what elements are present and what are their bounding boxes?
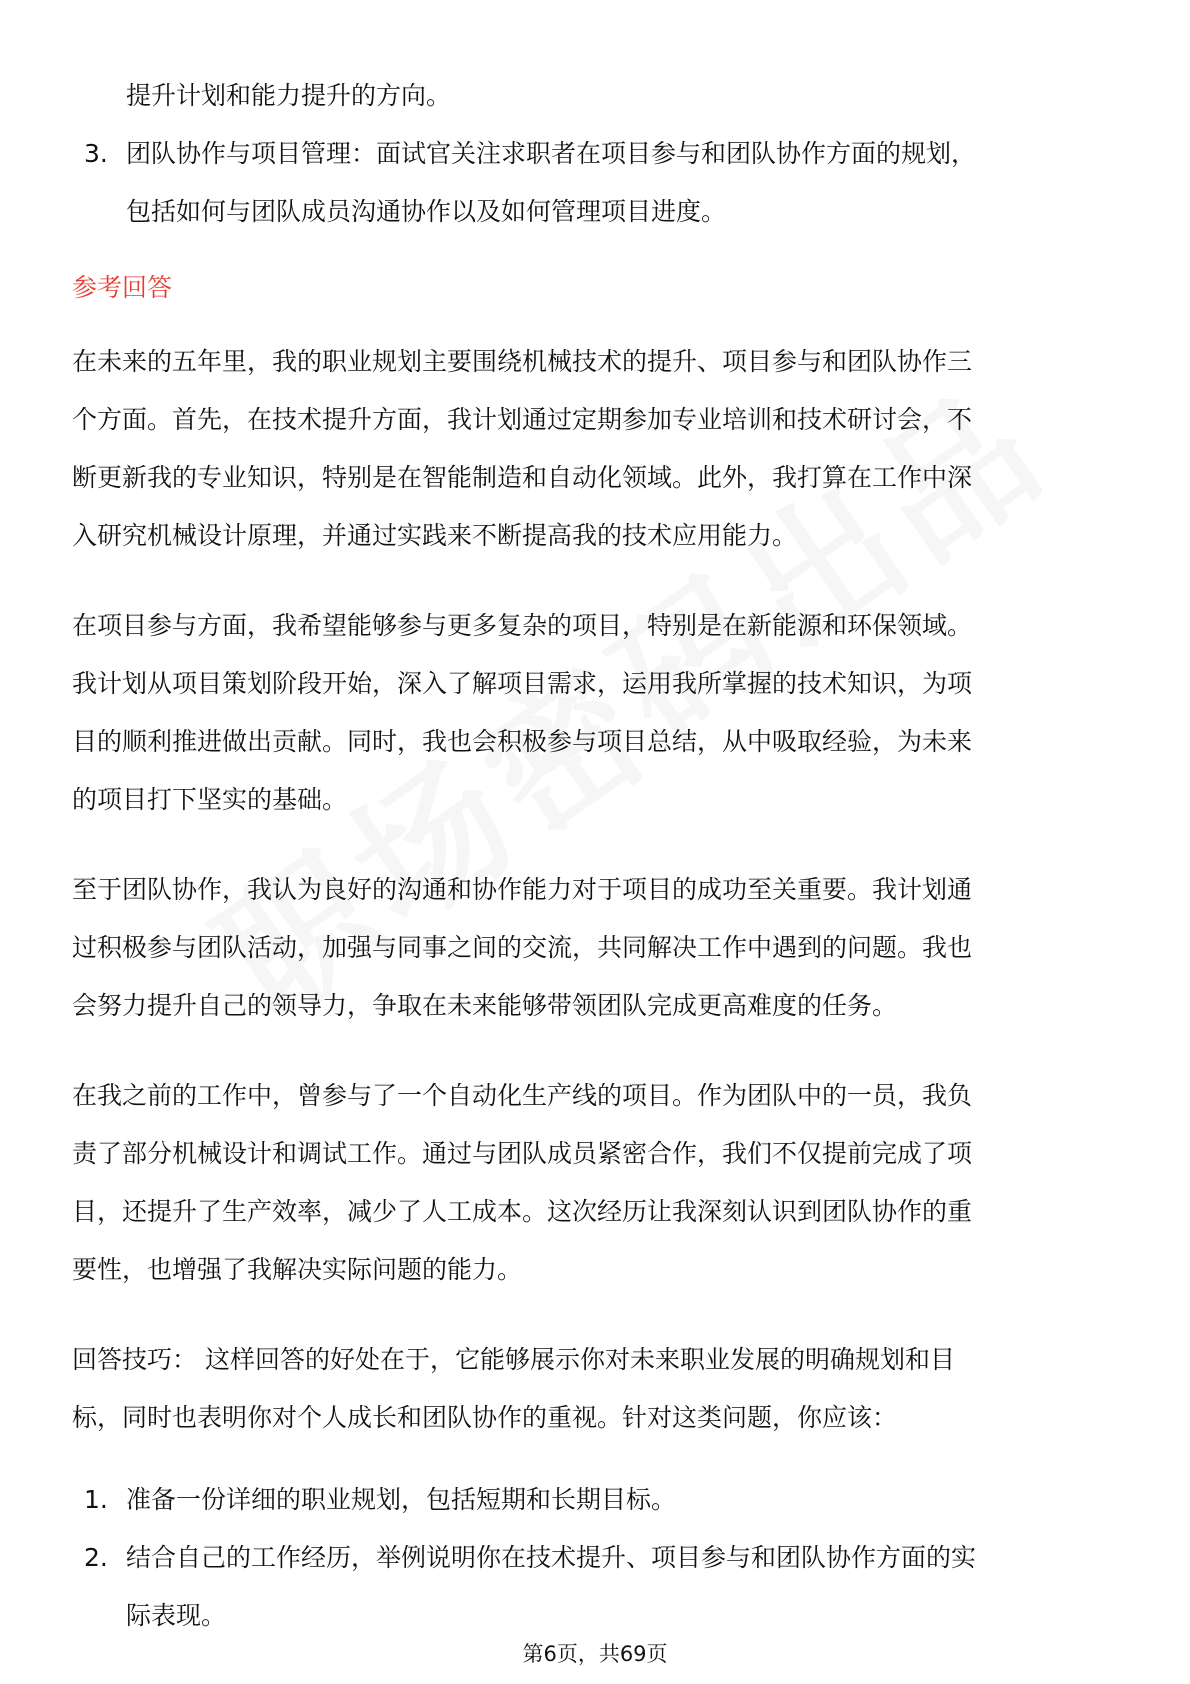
paragraph-line: 在未来的五年里，我的职业规划主要围绕机械技术的提升、项目参与和团队协作三	[72, 347, 973, 376]
paragraph-line: 会努力提升自己的领导力，争取在未来能够带领团队完成更高难度的任务。	[72, 991, 898, 1020]
paragraph-line: 入研究机械设计原理，并通过实践来不断提高我的技术应用能力。	[72, 521, 798, 550]
list-item-line: 际表现。	[126, 1601, 227, 1630]
paragraph-line: 个方面。首先，在技术提升方面，我计划通过定期参加专业培训和技术研讨会，不	[72, 405, 973, 434]
paragraph-line: 我计划从项目策划阶段开始，深入了解项目需求，运用我所掌握的技术知识，为项	[72, 669, 973, 698]
paragraph-line: 在我之前的工作中，曾参与了一个自动化生产线的项目。作为团队中的一员，我负	[72, 1081, 973, 1110]
paragraph-line: 要性，也增强了我解决实际问题的能力。	[72, 1255, 523, 1284]
paragraph-line: 在项目参与方面，我希望能够参与更多复杂的项目，特别是在新能源和环保领域。	[72, 611, 973, 640]
paragraph-line: 回答技巧： 这样回答的好处在于，它能够展示你对未来职业发展的明确规划和目	[72, 1345, 955, 1374]
paragraph-line: 责了部分机械设计和调试工作。通过与团队成员紧密合作，我们不仅提前完成了项	[72, 1139, 973, 1168]
paragraph-line: 目，还提升了生产效率，减少了人工成本。这次经历让我深刻认识到团队协作的重	[72, 1197, 973, 1226]
list-item-line: 包括如何与团队成员沟通协作以及如何管理项目进度。	[126, 197, 727, 226]
paragraph-line: 过积极参与团队活动，加强与同事之间的交流，共同解决工作中遇到的问题。我也	[72, 933, 973, 962]
paragraph-line: 目的顺利推进做出贡献。同时，我也会积极参与项目总结，从中吸取经验，为未来	[72, 727, 973, 756]
list-item-line: 准备一份详细的职业规划，包括短期和长期目标。	[126, 1485, 677, 1514]
list-item-line: 团队协作与项目管理：面试官关注求职者在项目参与和团队协作方面的规划，	[126, 139, 977, 168]
list-item-line: 结合自己的工作经历，举例说明你在技术提升、项目参与和团队协作方面的实	[126, 1543, 977, 1572]
list-number: 3.	[84, 139, 108, 168]
page-footer: 第6页，共69页	[522, 1642, 668, 1666]
paragraph-line: 标，同时也表明你对个人成长和团队协作的重视。针对这类问题，你应该：	[72, 1403, 898, 1432]
paragraph-line: 的项目打下坚实的基础。	[72, 785, 348, 814]
list-number: 2.	[84, 1543, 108, 1572]
paragraph-line: 至于团队协作，我认为良好的沟通和协作能力对于项目的成功至关重要。我计划通	[72, 875, 973, 904]
section-title: 参考回答	[72, 273, 173, 302]
list-item-continuation: 提升计划和能力提升的方向。	[126, 81, 452, 110]
paragraph-line: 断更新我的专业知识，特别是在智能制造和自动化领域。此外，我打算在工作中深	[72, 463, 973, 492]
list-number: 1.	[84, 1485, 108, 1514]
